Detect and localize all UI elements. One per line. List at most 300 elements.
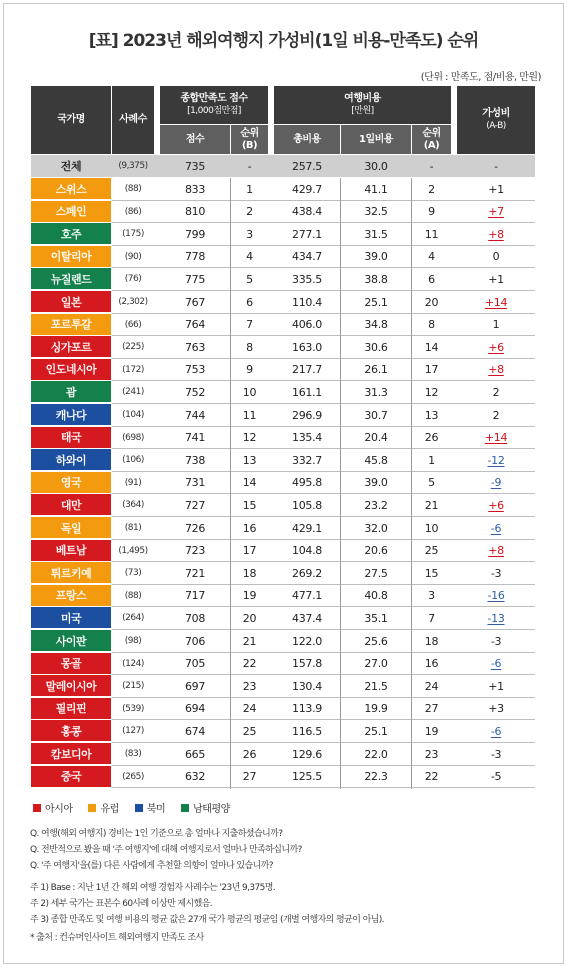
cell-rank-b: 7 — [246, 318, 253, 332]
cell-daily-cost: 40.8 — [364, 589, 388, 603]
cell-rank-a: 25 — [424, 544, 439, 558]
cell-score: 717 — [184, 589, 206, 603]
cell-rank-a: 21 — [424, 498, 439, 512]
cell-rank-a: 26 — [424, 431, 439, 445]
legend-item-oceania — [181, 800, 230, 815]
cell-value: 2 — [492, 408, 500, 422]
cell-daily-cost: 39.0 — [364, 476, 388, 490]
legend-swatch-europe — [88, 804, 96, 812]
table-row — [31, 223, 535, 245]
cell-daily-cost: 30.7 — [364, 408, 388, 422]
cell-rank-a: 3 — [428, 589, 435, 603]
table-row — [31, 607, 535, 629]
header-rank-b-label: 순위 — [240, 127, 259, 139]
cell-cases: (88) — [124, 590, 142, 601]
cell-value: +14 — [484, 431, 508, 445]
table-row — [31, 675, 535, 697]
cell-value: -9 — [490, 476, 502, 490]
cell-value: -3 — [490, 566, 502, 580]
cell-country-name: 캄보디아 — [31, 743, 111, 764]
cell-total-cost: 429.7 — [292, 182, 322, 196]
cell-score: 697 — [184, 679, 206, 693]
cell-rank-b: 25 — [242, 724, 257, 738]
cell-cases: (265) — [122, 771, 144, 782]
cell-cases: (90) — [124, 251, 142, 262]
cell-cases: (241) — [122, 387, 144, 398]
question-3: Q. '주 여행지'을(를) 다른 사람에게 추천할 의향이 얼마나 있습니까? — [30, 861, 273, 871]
table-row — [31, 720, 535, 742]
legend — [33, 800, 230, 815]
header-cost-group — [274, 86, 451, 124]
cell-total-cost: 296.9 — [292, 408, 322, 422]
cell-country-name: 괌 — [31, 381, 111, 402]
total-rank-b: - — [247, 159, 252, 173]
cell-value: -6 — [490, 724, 502, 738]
cell-daily-cost: 34.8 — [364, 318, 388, 332]
table-row — [31, 404, 535, 426]
cell-rank-b: 16 — [242, 521, 257, 535]
cell-score: 674 — [184, 724, 206, 738]
cell-rank-a: 13 — [424, 408, 439, 422]
cell-rank-b: 27 — [242, 770, 257, 784]
cell-value: +7 — [488, 205, 504, 219]
cell-daily-cost: 30.6 — [364, 340, 388, 354]
cell-rank-b: 21 — [242, 634, 257, 648]
source-note: * 출처 : 컨슈머인사이트 해외여행지 만족도 조사 — [30, 933, 204, 943]
header-cases: 사례수 — [112, 86, 154, 154]
table-row — [31, 653, 535, 675]
cell-rank-b: 15 — [242, 498, 257, 512]
legend-swatch-north-america — [135, 804, 143, 812]
cell-cases: (175) — [122, 229, 144, 240]
cell-value: +8 — [488, 363, 504, 377]
table-row — [31, 540, 535, 562]
cell-rank-b: 22 — [242, 657, 257, 671]
cell-rank-a: 12 — [424, 385, 439, 399]
header-rank-a-sub: (A) — [423, 139, 440, 151]
header-value — [457, 86, 535, 154]
cell-daily-cost: 27.0 — [364, 657, 388, 671]
cell-total-cost: 437.4 — [292, 611, 322, 625]
cell-total-cost: 438.4 — [292, 205, 322, 219]
cell-country-name: 대만 — [31, 494, 111, 515]
cell-rank-b: 1 — [246, 182, 253, 196]
header-cost-sub: [만원] — [351, 105, 374, 116]
cell-value: +6 — [488, 340, 504, 354]
cell-score: 705 — [184, 657, 206, 671]
cell-score: 708 — [184, 611, 206, 625]
cell-daily-cost: 22.0 — [364, 747, 388, 761]
cell-rank-b: 9 — [246, 363, 253, 377]
cell-rank-a: 24 — [424, 679, 439, 693]
cell-rank-b: 17 — [242, 544, 257, 558]
cell-score: 767 — [184, 295, 206, 309]
cell-daily-cost: 45.8 — [364, 453, 388, 467]
table-row — [31, 268, 535, 290]
total-value: - — [494, 159, 498, 173]
cell-score: 721 — [184, 566, 206, 580]
cell-daily-cost: 19.9 — [364, 702, 388, 716]
cell-cases: (106) — [122, 455, 144, 466]
cell-rank-b: 26 — [242, 747, 257, 761]
cell-total-cost: 269.2 — [292, 566, 322, 580]
cell-value: -3 — [490, 747, 502, 761]
header-satisfaction-sub: [1,000점만점] — [187, 105, 241, 116]
cell-cases: (127) — [122, 726, 144, 737]
cell-cases: (172) — [122, 364, 144, 375]
cell-value: -13 — [487, 611, 505, 625]
legend-item-north-america — [135, 800, 165, 815]
cell-rank-a: 27 — [424, 702, 439, 716]
cell-country-name: 캐나다 — [31, 404, 111, 425]
cell-rank-a: 23 — [424, 747, 439, 761]
cell-rank-a: 16 — [424, 657, 439, 671]
cell-rank-b: 20 — [242, 611, 257, 625]
legend-label-europe: 유럽 — [100, 804, 119, 815]
cell-score: 731 — [184, 476, 206, 490]
cell-score: 763 — [184, 340, 206, 354]
cell-rank-b: 2 — [246, 205, 253, 219]
cell-cases: (1,495) — [118, 545, 148, 556]
table-row — [31, 201, 535, 223]
cell-cases: (698) — [122, 432, 144, 443]
cell-daily-cost: 25.1 — [364, 724, 388, 738]
divider-daily-rank — [411, 178, 412, 789]
cell-cases: (88) — [124, 184, 142, 194]
cell-rank-a: 17 — [424, 363, 439, 377]
table-row — [31, 472, 535, 494]
cell-cases: (91) — [124, 477, 142, 488]
cell-country-name: 베트남 — [31, 540, 111, 561]
table-row — [31, 585, 535, 607]
total-score: 735 — [184, 159, 206, 173]
unit-note: (단위 : 만족도, 점/비용, 만원) — [420, 72, 541, 83]
header-satisfaction-title: 종합만족도 점수 — [180, 93, 248, 105]
cell-country-name: 스페인 — [31, 201, 111, 222]
cell-country-name: 호주 — [31, 223, 111, 244]
cell-rank-b: 13 — [242, 453, 257, 467]
cell-rank-a: 2 — [428, 182, 435, 196]
cell-country-name: 하와이 — [31, 449, 111, 470]
cell-score: 727 — [184, 498, 206, 512]
cell-cases: (83) — [124, 749, 142, 759]
cell-daily-cost: 31.5 — [364, 227, 388, 241]
divider-total-daily — [340, 178, 341, 789]
survey-questions — [30, 826, 302, 874]
table-row — [31, 291, 535, 313]
cell-rank-a: 14 — [424, 340, 439, 354]
header-total-cost: 총비용 — [274, 125, 340, 154]
cell-total-cost: 434.7 — [292, 250, 322, 264]
cell-value: 0 — [492, 250, 500, 264]
cell-rank-a: 10 — [424, 521, 439, 535]
table-row — [31, 314, 535, 336]
cell-value: -16 — [487, 589, 505, 603]
cell-rank-b: 5 — [246, 272, 253, 286]
cell-cases: (73) — [124, 568, 142, 579]
cell-total-cost: 163.0 — [292, 340, 322, 354]
cell-rank-a: 4 — [428, 250, 435, 264]
cell-total-cost: 217.7 — [292, 363, 322, 377]
cell-value: +6 — [488, 498, 504, 512]
footnote-2: 주 2) 세부 국가는 표본수 60사례 이상만 제시했음. — [30, 899, 213, 909]
cell-country-name: 튀르키예 — [31, 562, 111, 583]
cell-value: +8 — [488, 227, 504, 241]
table-row — [31, 178, 535, 200]
cell-total-cost: 105.8 — [292, 498, 322, 512]
cell-daily-cost: 23.2 — [364, 498, 388, 512]
question-1: Q. 여행(해외 여행지) 경비는 1인 기준으로 총 얼마나 지출하셨습니까? — [30, 829, 283, 839]
cell-total-cost: 125.5 — [292, 770, 322, 784]
cell-total-cost: 277.1 — [292, 227, 322, 241]
table-row — [31, 336, 535, 358]
cell-value: +1 — [488, 182, 504, 196]
cell-cases: (124) — [122, 658, 144, 669]
cell-daily-cost: 32.0 — [364, 521, 388, 535]
cell-rank-b: 4 — [246, 250, 253, 264]
cell-country-name: 중국 — [31, 766, 111, 787]
cell-rank-a: 22 — [424, 770, 439, 784]
footnotes — [30, 880, 384, 928]
cell-daily-cost: 27.5 — [364, 566, 388, 580]
cell-daily-cost: 25.6 — [364, 634, 388, 648]
cell-country-name: 이탈리아 — [31, 246, 111, 267]
cell-cases: (66) — [124, 319, 142, 330]
cell-score: 726 — [184, 521, 206, 535]
cell-daily-cost: 25.1 — [364, 295, 388, 309]
table-row — [31, 766, 535, 788]
cell-score: 694 — [184, 702, 206, 716]
cell-total-cost: 135.4 — [292, 431, 322, 445]
cell-value: +14 — [484, 295, 508, 309]
cell-country-name: 독일 — [31, 517, 111, 538]
cell-total-cost: 130.4 — [292, 679, 322, 693]
table-row — [31, 630, 535, 652]
cell-total-cost: 477.1 — [292, 589, 322, 603]
header-score: 점수 — [160, 125, 230, 154]
cell-rank-a: 5 — [428, 476, 435, 490]
header-value-label: 가성비 — [482, 108, 510, 120]
table-row — [31, 517, 535, 539]
cell-cases: (225) — [122, 342, 144, 353]
table-row — [31, 427, 535, 449]
cell-value: -12 — [487, 453, 505, 467]
cell-daily-cost: 31.3 — [364, 385, 388, 399]
cell-total-cost: 122.0 — [292, 634, 322, 648]
cell-cases: (104) — [122, 410, 144, 420]
cell-country-name: 스위스 — [31, 178, 111, 199]
cell-rank-b: 14 — [242, 476, 257, 490]
cell-country-name: 몽골 — [31, 653, 111, 674]
total-cases: (9,375) — [118, 161, 148, 171]
cell-total-cost: 157.8 — [292, 657, 322, 671]
cell-country-name: 영국 — [31, 472, 111, 493]
cell-rank-b: 24 — [242, 702, 257, 716]
cell-rank-a: 1 — [428, 453, 435, 467]
cell-score: 632 — [184, 770, 206, 784]
cell-cases: (364) — [122, 500, 144, 511]
cell-total-cost: 406.0 — [292, 318, 322, 332]
cell-total-cost: 104.8 — [292, 544, 322, 558]
cell-rank-a: 6 — [428, 272, 435, 286]
cell-rank-a: 15 — [424, 566, 439, 580]
cell-rank-a: 20 — [424, 295, 439, 309]
cell-rank-b: 18 — [242, 566, 257, 580]
cell-cases: (76) — [124, 274, 142, 285]
cell-value: 1 — [492, 318, 500, 332]
cell-score: 706 — [184, 634, 206, 648]
header-cost-title: 여행비용 — [344, 93, 381, 105]
cell-total-cost: 332.7 — [292, 453, 322, 467]
total-row — [31, 155, 535, 177]
header-country: 국가명 — [31, 86, 111, 154]
table-row — [31, 359, 535, 381]
cell-country-name: 미국 — [31, 607, 111, 628]
cell-rank-b: 12 — [242, 431, 257, 445]
cell-rank-b: 11 — [242, 408, 257, 422]
cell-score: 741 — [184, 431, 206, 445]
cell-score: 753 — [184, 363, 206, 377]
legend-item-europe — [88, 800, 118, 815]
cell-rank-b: 10 — [242, 385, 257, 399]
header-rank-b — [231, 125, 268, 154]
cell-cases: (81) — [124, 523, 142, 533]
cell-daily-cost: 38.8 — [364, 272, 388, 286]
cell-score: 723 — [184, 544, 206, 558]
cell-value: +1 — [488, 679, 504, 693]
legend-label-north-america: 북미 — [146, 804, 166, 815]
cell-rank-b: 3 — [246, 227, 253, 241]
table-row — [31, 246, 535, 268]
legend-swatch-oceania — [181, 804, 189, 812]
total-daily-cost: 30.0 — [364, 159, 388, 173]
cell-cases: (98) — [124, 636, 142, 646]
cell-daily-cost: 20.4 — [364, 431, 388, 445]
cell-country-name: 태국 — [31, 427, 111, 448]
cell-value: +3 — [488, 702, 504, 716]
table-row — [31, 381, 535, 403]
total-rank-a: - — [429, 159, 434, 173]
cell-total-cost: 335.5 — [292, 272, 322, 286]
cell-cases: (86) — [124, 206, 142, 217]
cell-score: 778 — [184, 250, 206, 264]
cell-score: 799 — [184, 227, 206, 241]
cell-total-cost: 113.9 — [292, 702, 322, 716]
cell-value: +8 — [488, 544, 504, 558]
cell-total-cost: 129.6 — [292, 747, 322, 761]
legend-label-asia: 아시아 — [45, 804, 73, 815]
total-name: 전체 — [60, 160, 82, 173]
header-satisfaction-group — [160, 86, 268, 124]
cell-country-name: 말레이시아 — [31, 675, 111, 696]
cell-daily-cost: 22.3 — [364, 770, 388, 784]
cell-country-name: 포르투갈 — [31, 314, 111, 335]
total-total-cost: 257.5 — [292, 159, 322, 173]
cell-rank-a: 9 — [428, 205, 435, 219]
cell-cases: (2,302) — [118, 297, 148, 307]
cell-country-name: 일본 — [31, 291, 111, 312]
page-title: [표] 2023년 해외여행지 가성비(1일 비용-만족도) 순위 — [88, 31, 479, 51]
cell-score: 752 — [184, 385, 206, 399]
footnote-3: 주 3) 종합 만족도 및 여행 비용의 평균 값은 27개 국가 평균의 평균임 (개별 여행자의 평균이 아님). — [30, 915, 384, 925]
header-rank-a-label: 순위 — [422, 127, 441, 139]
question-2: Q. 전반적으로 봤을 때 '주 여행지'에 대해 여행지로서 얼마나 만족하십니까? — [30, 845, 302, 855]
cell-cases: (539) — [122, 703, 144, 714]
cell-country-name: 필리핀 — [31, 698, 111, 719]
cell-value: +1 — [488, 272, 504, 286]
legend-swatch-asia — [33, 804, 41, 812]
cell-daily-cost: 41.1 — [364, 182, 388, 196]
cell-value: -3 — [490, 634, 502, 648]
cell-daily-cost: 32.5 — [364, 205, 388, 219]
cell-value: -6 — [490, 521, 502, 535]
cell-country-name: 사이판 — [31, 630, 111, 651]
cell-daily-cost: 21.5 — [364, 679, 388, 693]
header-rank-a — [412, 125, 451, 154]
cell-rank-a: 7 — [428, 611, 435, 625]
cell-cases: (215) — [122, 681, 144, 692]
legend-item-asia — [33, 800, 72, 815]
cell-rank-a: 19 — [424, 724, 439, 738]
table-row — [31, 494, 535, 516]
divider-score-rank — [230, 178, 231, 789]
row-divider — [112, 787, 535, 788]
cell-daily-cost: 26.1 — [364, 363, 388, 377]
cell-score: 665 — [184, 747, 206, 761]
cell-total-cost: 429.1 — [292, 521, 322, 535]
cell-daily-cost: 35.1 — [364, 611, 388, 625]
cell-rank-b: 6 — [246, 295, 253, 309]
cell-daily-cost: 39.0 — [364, 250, 388, 264]
cell-country-name: 인도네시아 — [31, 359, 111, 380]
cell-rank-a: 11 — [424, 227, 439, 241]
table-row — [31, 449, 535, 471]
cell-total-cost: 495.8 — [292, 476, 322, 490]
cell-rank-b: 8 — [246, 340, 253, 354]
cell-country-name: 뉴질랜드 — [31, 268, 111, 289]
cell-country-name: 홍콩 — [31, 720, 111, 741]
cell-score: 810 — [184, 205, 206, 219]
cell-cases: (264) — [122, 613, 144, 624]
cell-value: 2 — [492, 385, 500, 399]
cell-score: 738 — [184, 453, 206, 467]
cell-country-name: 프랑스 — [31, 585, 111, 606]
cell-score: 775 — [184, 272, 206, 286]
cell-rank-a: 18 — [424, 634, 439, 648]
cell-daily-cost: 20.6 — [364, 544, 388, 558]
cell-value: -5 — [490, 770, 502, 784]
table-row — [31, 698, 535, 720]
cell-rank-b: 23 — [242, 679, 257, 693]
cell-country-name: 싱가포르 — [31, 336, 111, 357]
header-daily-cost: 1일비용 — [341, 125, 411, 154]
cell-total-cost: 161.1 — [292, 385, 322, 399]
cell-value: -6 — [490, 657, 502, 671]
cell-rank-b: 19 — [242, 589, 257, 603]
table-row — [31, 562, 535, 584]
cell-score: 764 — [184, 318, 206, 332]
table-row — [31, 743, 535, 765]
header-value-sub: (A-B) — [486, 120, 506, 131]
cell-total-cost: 116.5 — [292, 724, 322, 738]
footnote-1: 주 1) Base : 지난 1년 간 해외 여행 경험자 사례수는 '23년 9,375명. — [30, 883, 276, 893]
cell-score: 744 — [184, 408, 206, 422]
cell-rank-a: 8 — [428, 318, 435, 332]
legend-label-oceania: 남태평양 — [193, 804, 230, 815]
cell-total-cost: 110.4 — [292, 295, 322, 309]
header-rank-b-sub: (B) — [241, 139, 258, 151]
cell-score: 833 — [184, 182, 206, 196]
